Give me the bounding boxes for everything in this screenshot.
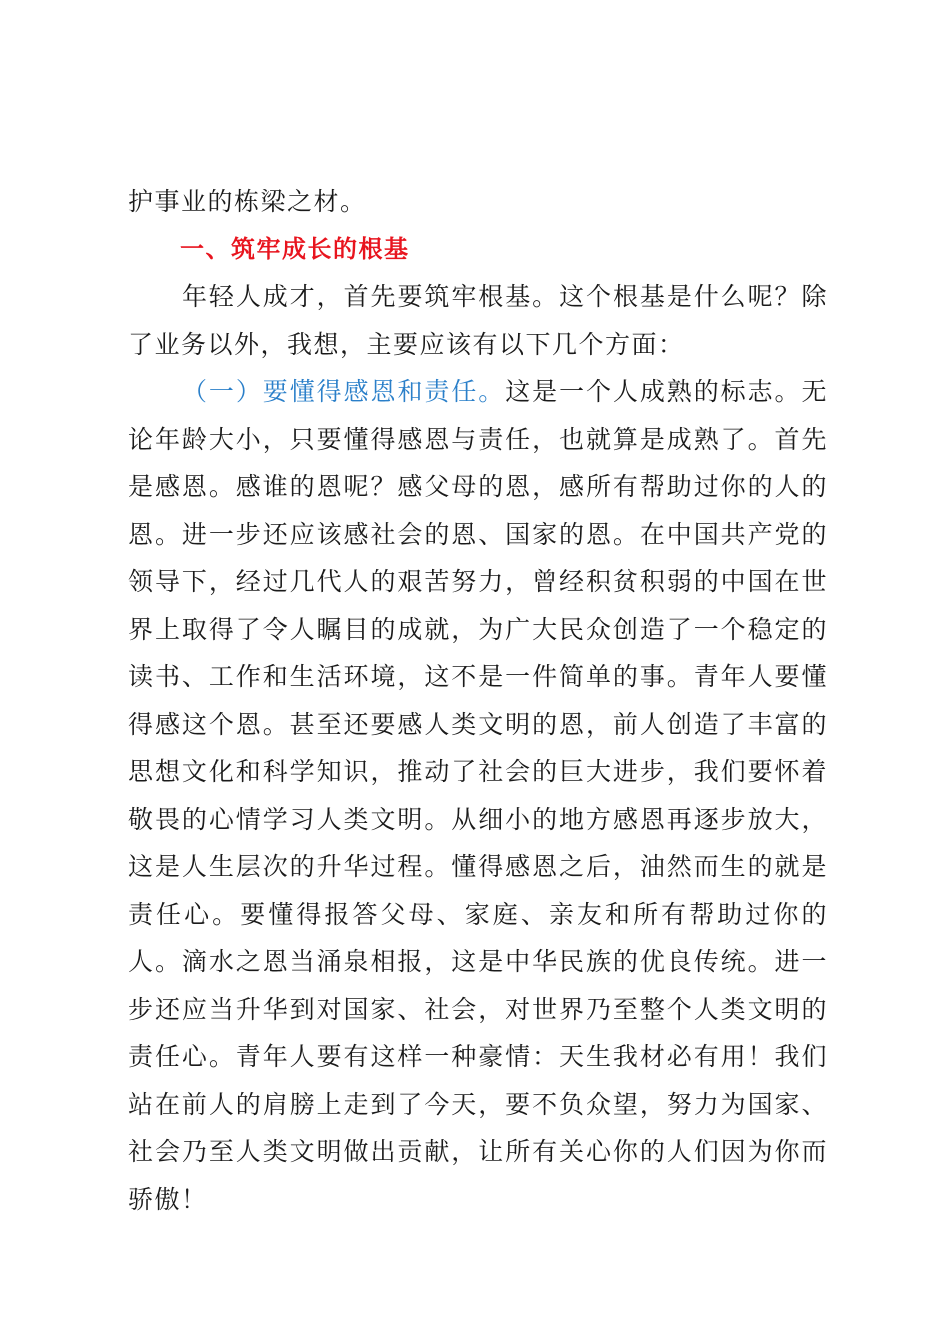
intro-paragraph: 年轻人成才，首先要筑牢根基。这个根基是什么呢？除了业务以外，我想，主要应该有以下几个方面： xyxy=(128,282,828,359)
continuation-line: 护事业的栋梁之材。 xyxy=(128,187,367,216)
subsection-heading: （一）要懂得感恩和责任。 xyxy=(182,377,506,406)
subsection-paragraph xyxy=(128,368,828,1223)
section-heading: 一、筑牢成长的根基 xyxy=(180,234,410,263)
document-body xyxy=(128,178,828,1223)
subsection-body: 这是一个人成熟的标志。无论年龄大小，只要懂得感恩与责任，也就算是成熟了。首先是感恩。感谁的恩呢？感父母的恩，感所有帮助过你的人的恩。进一步还应该感社会的恩、国家的恩。在中国共产党的领导下，经过几代人的艰苦努力，曾经积贫积弱的中国在世界上取得了令人瞩目的成就，为广大民众创造了一个稳定的读书、工作和生活环境，这不是一件简单的事。青年人要懂得感这个恩。甚至还要感人类文明的恩，前人创造了丰富的思想文化和科学知识，推动了社会的巨大进步，我们要怀着敬畏的心情学习人类文明。从细小的地方感恩再逐步放大，这是人生层次的升华过程。懂得感恩之后，油然而生的就是责任心。要懂得报答父母、家庭、亲友和所有帮助过你的人。滴水之恩当涌泉相报，这是中华民族的优良传统。进一步还应当升华到对国家、社会，对世界乃至整个人类文明的责任心。青年人要有这样一种豪情：天生我材必有用！我们站在前人的肩膀上走到了今天，要不负众望，努力为国家、社会乃至人类文明做出贡献，让所有关心你的人们因为你而骄傲！ xyxy=(128,377,828,1214)
